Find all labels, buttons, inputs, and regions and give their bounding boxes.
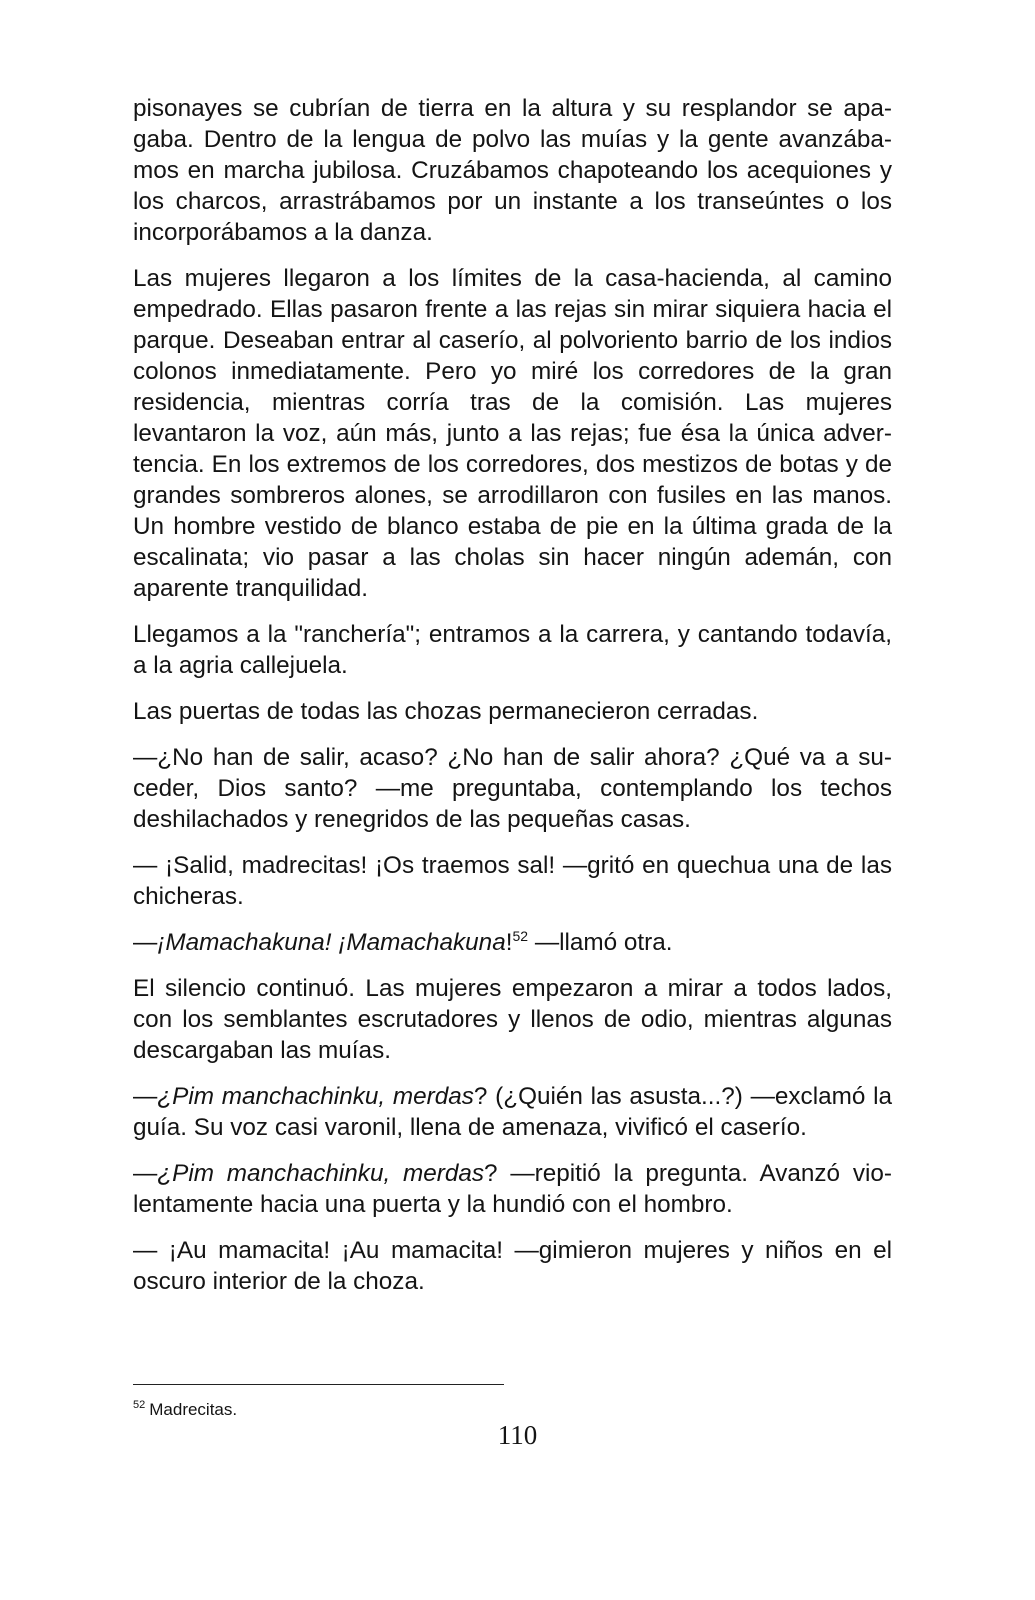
- quechua-phrase: ¿Pim manchachinku, merdas: [157, 1083, 474, 1110]
- paragraph-7: [133, 927, 892, 958]
- paragraph-3: Llegamos a la "ranchería"; entramos a la carrera, y cantando todavía, a la agria callejuela.: [133, 621, 892, 679]
- footnote-number: 52: [133, 1399, 146, 1412]
- paragraph-6: — ¡Salid, madrecitas! ¡Os traemos sal! —gritó en quechua una de las chicheras.: [133, 852, 892, 910]
- paragraph-8: El silencio continuó. Las mujeres empezaron a mirar a todos lados, con los semblantes escrutadores y llenos de odio, mientras algunas descargaban las muías.: [133, 975, 892, 1064]
- paragraph-2: Las mujeres llegaron a los límites de la casa-hacienda, al camino empedrado. Ellas pasaron frente a las rejas sin mirar siquiera hacia el parque. Deseaban entrar al caserío, al polvoriento barrio de los indios colonos inmediatamente. Pero yo miré los corredores de la gran residencia, mientras corría tras de la comisión. Las mujeres levantaron la voz, aún más, junto a las rejas; fue ésa la única advertencia. En los extremos de los corredores, dos mestizos de botas y de grandes sombreros alones, se arrodillaron con fusiles en las manos. Un hombre vestido de blanco estaba de pie en la última grada de la escalinata; vio pasar a las cholas sin hacer ningún ademán, con aparente tranquilidad.: [133, 265, 892, 602]
- paragraph-1: pisonayes se cubrían de tierra en la altura y su resplandor se apagaba. Dentro de la lengua de polvo las muías y la gente avanzábamos en marcha jubilosa. Cruzábamos chapoteando los acequiones y los charcos, arrastrábamos por un instante a los transeúntes o los incorporábamos a la danza.: [133, 95, 892, 246]
- body-text: [133, 93, 892, 1297]
- footnote: [133, 1400, 237, 1420]
- dialogue-dash: —: [133, 929, 158, 956]
- paragraph-11: — ¡Au mamacita! ¡Au mamacita! —gimieron mujeres y niños en el oscuro interior de la choza.: [133, 1237, 892, 1295]
- paragraph-5: —¿No han de salir, acaso? ¿No han de salir ahora? ¿Qué va a suceder, Dios santo? —me preguntaba, contemplando los techos deshilachados y renegridos de las pequeñas casas.: [133, 744, 892, 833]
- quechua-phrase: ¿Pim manchachinku, merdas: [157, 1160, 485, 1187]
- footnote-text: Madrecitas.: [149, 1400, 238, 1419]
- footnote-separator: [133, 1384, 504, 1385]
- paragraph-10: [133, 1158, 892, 1220]
- paragraph-9-tail: ? (¿Quién las asusta...?) —exclamó la guía. Su voz casi varonil, llena de amenaza, vivificó el caserío.: [133, 1083, 892, 1141]
- paragraph-9: [133, 1081, 892, 1143]
- paragraph-10-tail: ? —repitió la pregunta. Avanzó violentamente hacia una puerta y la hundió con el hombro.: [133, 1160, 892, 1218]
- quechua-phrase: ¡Mamachakuna! ¡Mamachakuna: [157, 929, 506, 956]
- dialogue-dash: —: [133, 1083, 158, 1110]
- exclamation-mark: !: [505, 929, 513, 956]
- dialogue-dash: —: [133, 1160, 158, 1187]
- page-number: 110: [497, 1420, 538, 1450]
- paragraph-7-tail: —llamó otra.: [528, 929, 673, 956]
- paragraph-4: Las puertas de todas las chozas permanecieron cerradas.: [133, 698, 759, 725]
- footnote-reference[interactable]: 52: [512, 927, 529, 944]
